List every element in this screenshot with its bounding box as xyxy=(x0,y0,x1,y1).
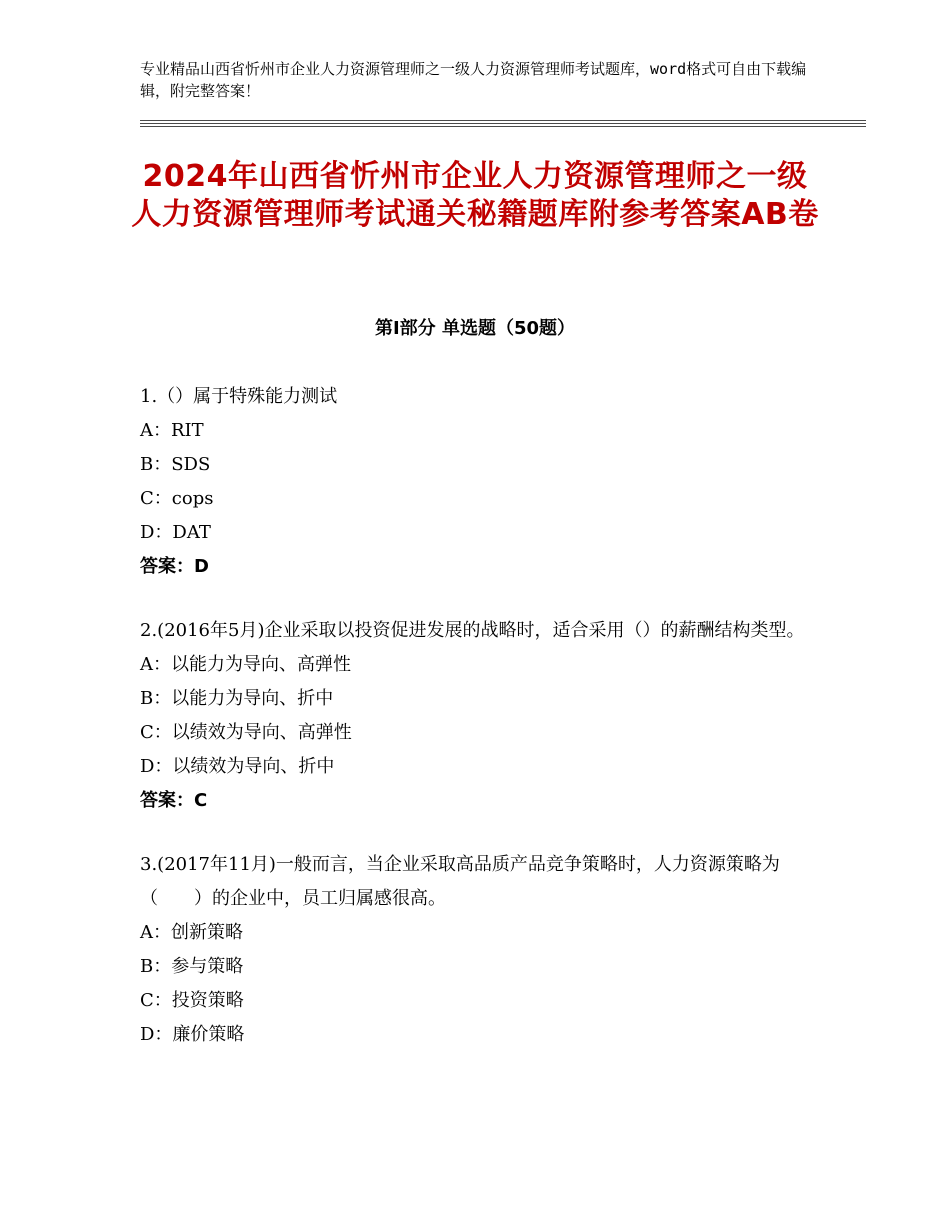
question-list xyxy=(140,380,810,1082)
option-d: D：廉价策略 xyxy=(140,1024,245,1045)
option-d: D：DAT xyxy=(140,522,211,543)
option-a: A：RIT xyxy=(140,420,204,441)
answer: 答案：C xyxy=(140,790,208,811)
option-c: C：cops xyxy=(140,488,214,509)
header-divider xyxy=(140,120,866,121)
option-b: B：以能力为导向、折中 xyxy=(140,688,334,709)
option-b: B：参与策略 xyxy=(140,956,244,977)
document-title: 2024年山西省忻州市企业人力资源管理师之一级人力资源管理师考试通关秘籍题库附参考答案AB卷 xyxy=(131,159,819,232)
option-a: A：以能力为导向、高弹性 xyxy=(140,654,351,675)
header-divider xyxy=(140,123,866,124)
header-divider xyxy=(140,126,866,127)
option-c: C：投资策略 xyxy=(140,990,244,1011)
question-stem: 2.(2016年5月)企业采取以投资促进发展的战略时，适合采用（）的薪酬结构类型。 xyxy=(140,620,805,641)
question-stem: 3.(2017年11月)一般而言，当企业采取高品质产品竞争策略时，人力资源策略为（ ）的企业中，员工归属感很高。 xyxy=(140,854,780,909)
header-note: 专业精品山西省忻州市企业人力资源管理师之一级人力资源管理师考试题库，word格式可自由下载编辑，附完整答案！ xyxy=(140,60,807,100)
section-title: 第Ⅰ部分 单选题（50题） xyxy=(374,318,575,339)
question-stem: 1.（）属于特殊能力测试 xyxy=(140,386,338,407)
option-a: A：创新策略 xyxy=(140,922,243,943)
answer: 答案：D xyxy=(140,556,209,577)
option-c: C：以绩效为导向、高弹性 xyxy=(140,722,352,743)
option-b: B：SDS xyxy=(140,454,211,475)
question-3 xyxy=(140,848,810,1052)
question-2 xyxy=(140,614,810,818)
question-1 xyxy=(140,380,810,584)
option-d: D：以绩效为导向、折中 xyxy=(140,756,335,777)
